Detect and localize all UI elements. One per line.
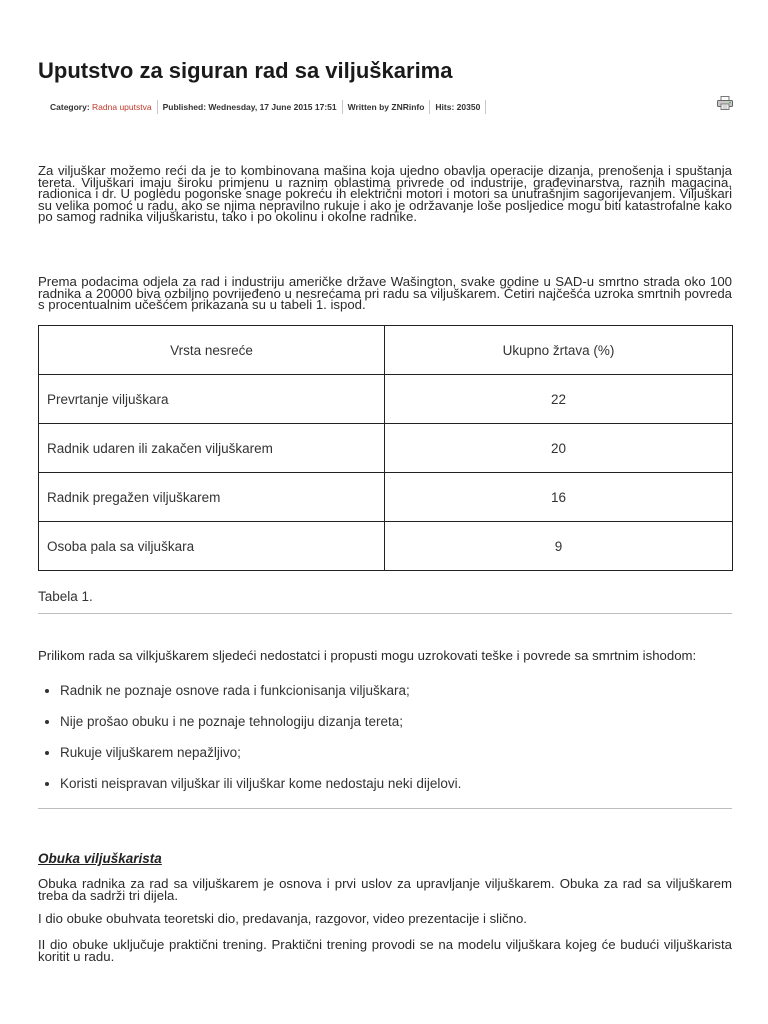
article-title: Uputstvo za siguran rad sa viljuškarima [38, 58, 453, 83]
list-item: • Rukuje viljuškarem nepažljivo; [60, 745, 732, 776]
accident-percent: 20 [385, 424, 733, 473]
accident-type: Osoba pala sa viljuškara [39, 522, 385, 571]
meta-hits: Hits: 20350 [430, 100, 486, 114]
accident-type: Prevrtanje viljuškara [39, 375, 385, 424]
statistics-paragraph: Prema podacima odjela za rad i industriju američke države Wašington, svake godine u SAD-u smrtno strada oko 100 radnika a 20000 biva ozbiljno povrijeđeno u nesrećama pri radu sa viljuškarem. Četiri najčešća uzroka smrtnih povreda s procentualnim učešćem prikazana su u tabeli 1. ispod. [38, 274, 732, 312]
column-header-type: Vrsta nesreće [39, 326, 385, 375]
table-header-row [39, 326, 733, 375]
intro-paragraph: Za viljuškar možemo reći da je to kombinovana mašina koja ujedno obavlja operacije dizanja, prenošenja i spuštanja tereta. Viljuškari imaju široku primjenu u raznim oblastima privrede od industrije, građevinarstva, raznih magacina, radionica i dr. U pogledu pogonske snage pokreću ih električni motori i motori sa unutrašnjim sagorijevanjem. Viljuškari su velika pomoć u radu, ako se njima nepravilno rukuje i ako je održavanje loše posljedice mogu biti katastrofalne kako po samog radnika viljuškaristu, tako i po okolinu i okolne radnike. [38, 163, 732, 224]
table-row [39, 424, 733, 473]
divider [38, 808, 732, 809]
category-link[interactable]: Radna uputstva [92, 102, 152, 112]
accident-type: Radnik udaren ili zakačen viljuškarem [39, 424, 385, 473]
accident-percent: 9 [385, 522, 733, 571]
training-part2-paragraph: II dio obuke uključuje praktični trening. Praktični trening provodi se na modelu viljuškara kojeg će budući viljuškarista koritit u radu. [38, 937, 732, 964]
table-row [39, 375, 733, 424]
accident-percent: 16 [385, 473, 733, 522]
table-caption: Tabela 1. [38, 589, 93, 604]
issues-list [38, 683, 732, 807]
risks-paragraph: Prilikom rada sa vilkjuškarem sljedeći nedostatci i propusti mogu uzrokovati teške i povrede sa smrtnim ishodom: [38, 648, 697, 663]
table-row [39, 522, 733, 571]
accident-type: Radnik pregažen viljuškarem [39, 473, 385, 522]
list-item: • Radnik ne poznaje osnove rada i funkcionisanja viljuškara; [60, 683, 732, 714]
training-paragraph: Obuka radnika za rad sa viljuškarem je osnova i prvi uslov za upravljanje viljuškarem. Obuka za rad sa viljuškarem treba da sadrži tri dijela. [38, 876, 732, 903]
accident-percent: 22 [385, 375, 733, 424]
meta-published: Published: Wednesday, 17 June 2015 17:51 [158, 100, 343, 114]
table-row [39, 473, 733, 522]
meta-category [38, 100, 158, 114]
list-item: • Koristi neispravan viljuškar ili viljuškar kome nedostaju neki dijelovi. [60, 776, 732, 807]
meta-category-label: Category: [50, 102, 93, 112]
training-part1-paragraph: I dio obuke obuhvata teoretski dio, predavanja, razgovor, video prezentacije i slično. [38, 911, 527, 926]
column-header-percent: Ukupno žrtava (%) [385, 326, 733, 375]
section-heading: Obuka viljuškarista [38, 851, 162, 866]
divider [38, 613, 732, 614]
list-item: • Nije prošao obuku i ne poznaje tehnologiju dizanja tereta; [60, 714, 732, 745]
article-meta [38, 100, 486, 114]
accident-table [38, 325, 733, 571]
meta-author: Written by ZNRinfo [343, 100, 431, 114]
printer-icon[interactable] [717, 96, 733, 110]
